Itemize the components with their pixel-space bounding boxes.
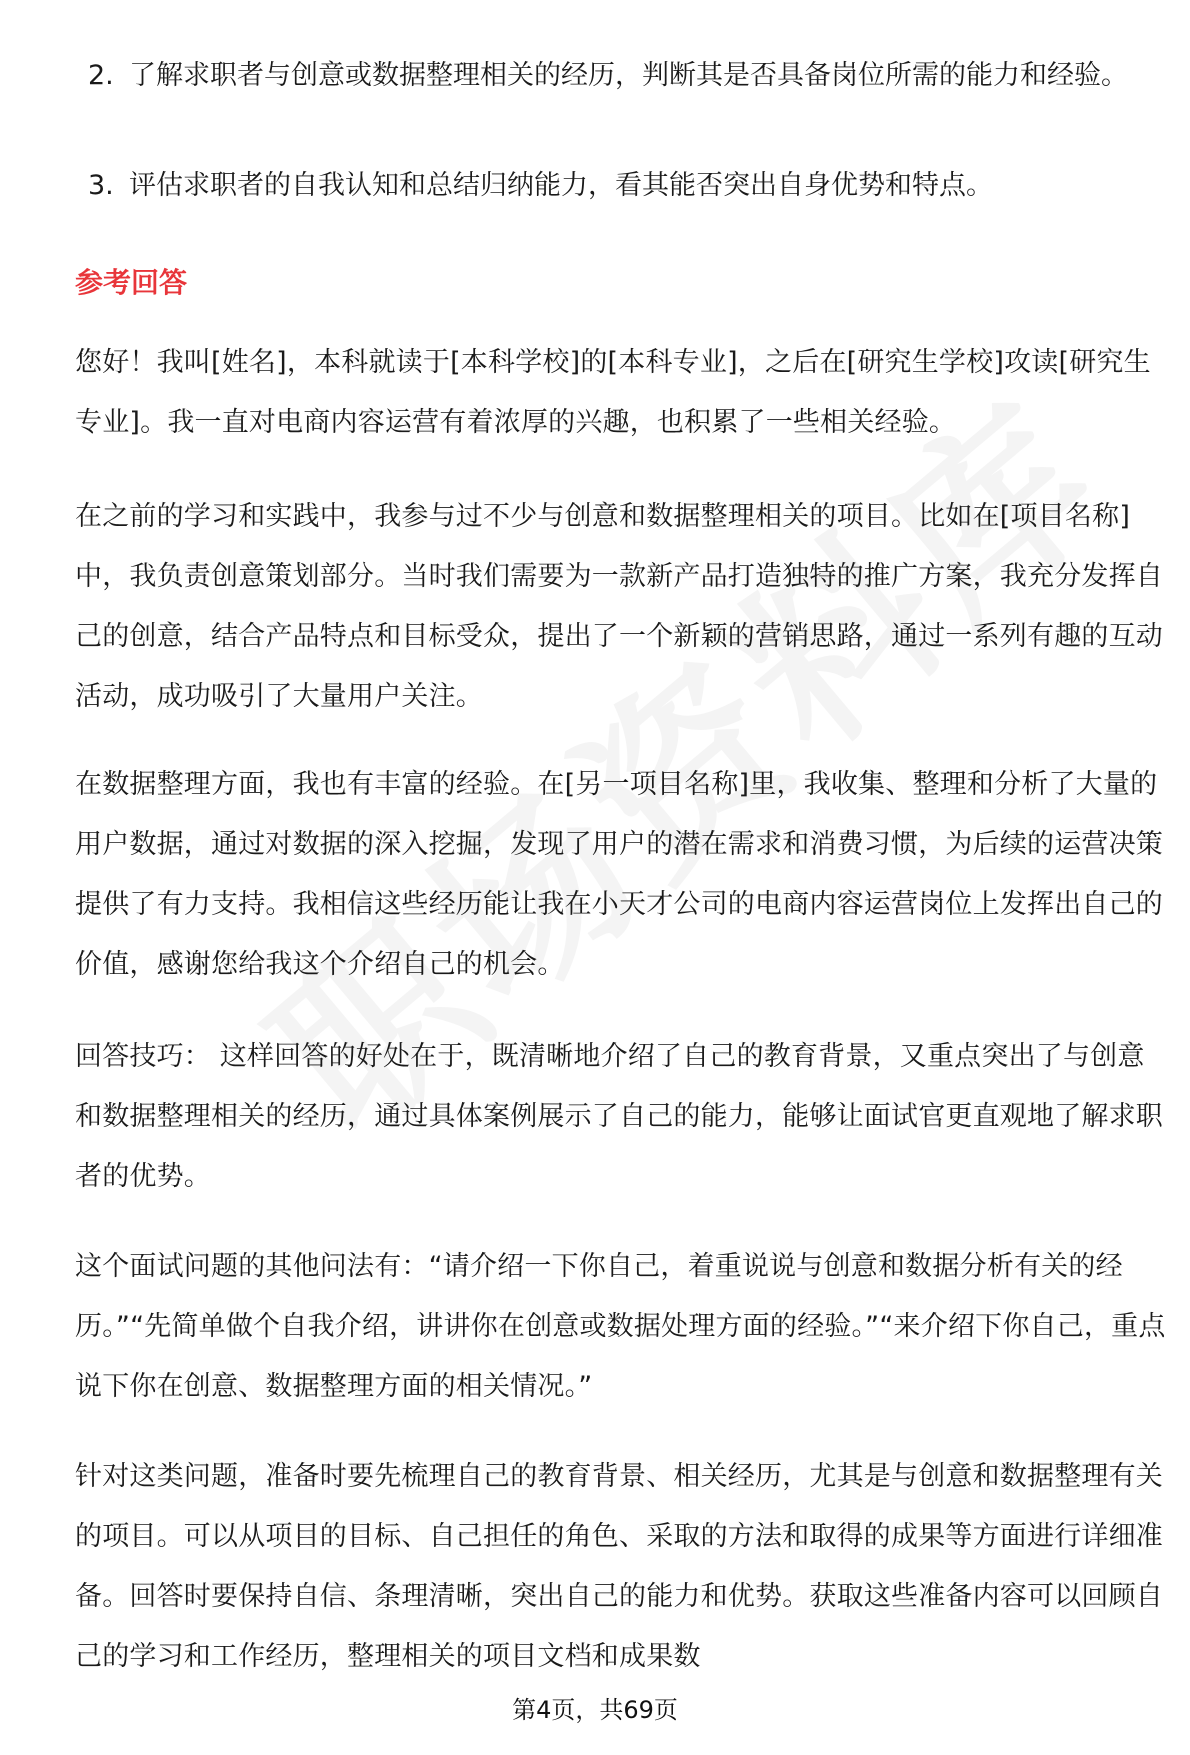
- list-item-text: 了解求职者与创意或数据整理相关的经历，判断其是否具备岗位所需的能力和经验。: [129, 60, 1128, 91]
- list-item-number: 3.: [88, 170, 114, 201]
- section-heading: 参考回答: [75, 266, 188, 299]
- list-item: [88, 46, 1163, 106]
- answer-paragraph: 在之前的学习和实践中，我参与过不少与创意和数据整理相关的项目。比如在[项目名称]中，我负责创意策划部分。当时我们需要为一款新产品打造独特的推广方案，我充分发挥自己的创意，结合产品特点和目标受众，提出了一个新颖的营销思路，通过一系列有趣的互动活动，成功吸引了大量用户关注。: [75, 501, 1163, 712]
- preparation-paragraph: 针对这类问题，准备时要先梳理自己的教育背景、相关经历，尤其是与创意和数据整理有关的项目。可以从项目的目标、自己担任的角色、采取的方法和取得的成果等方面进行详细准备。回答时要保持自信、条理清晰，突出自己的能力和优势。获取这些准备内容可以回顾自己的学习和工作经历，整理相关的项目文档和成果数: [75, 1461, 1163, 1672]
- page-number: 第4页，共69页: [512, 1696, 678, 1724]
- tips-paragraph: 回答技巧： 这样回答的好处在于，既清晰地介绍了自己的教育背景，又重点突出了与创意和数据整理相关的经历，通过具体案例展示了自己的能力，能够让面试官更直观地了解求职者的优势。: [75, 1041, 1163, 1192]
- answer-paragraph: 您好！我叫[姓名]，本科就读于[本科学校]的[本科专业]，之后在[研究生学校]攻读[研究生专业]。我一直对电商内容运营有着浓厚的兴趣，也积累了一些相关经验。: [75, 347, 1151, 438]
- list-item-number: 2.: [88, 60, 114, 91]
- answer-paragraph: 在数据整理方面，我也有丰富的经验。在[另一项目名称]里，我收集、整理和分析了大量的用户数据，通过对数据的深入挖掘，发现了用户的潜在需求和消费习惯，为后续的运营决策提供了有力支持。我相信这些经历能让我在小天才公司的电商内容运营岗位上发挥出自己的价值，感谢您给我这个介绍自己的机会。: [75, 769, 1163, 980]
- list-item: [88, 156, 1163, 216]
- alternative-questions-paragraph: 这个面试问题的其他问法有：“请介绍一下你自己，着重说说与创意和数据分析有关的经历。”“先简单做个自我介绍，讲讲你在创意或数据处理方面的经验。”“来介绍下你自己，重点说下你在创意、数据整理方面的相关情况。”: [75, 1251, 1166, 1402]
- list-item-text: 评估求职者的自我认知和总结归纳能力，看其能否突出自身优势和特点。: [129, 170, 993, 201]
